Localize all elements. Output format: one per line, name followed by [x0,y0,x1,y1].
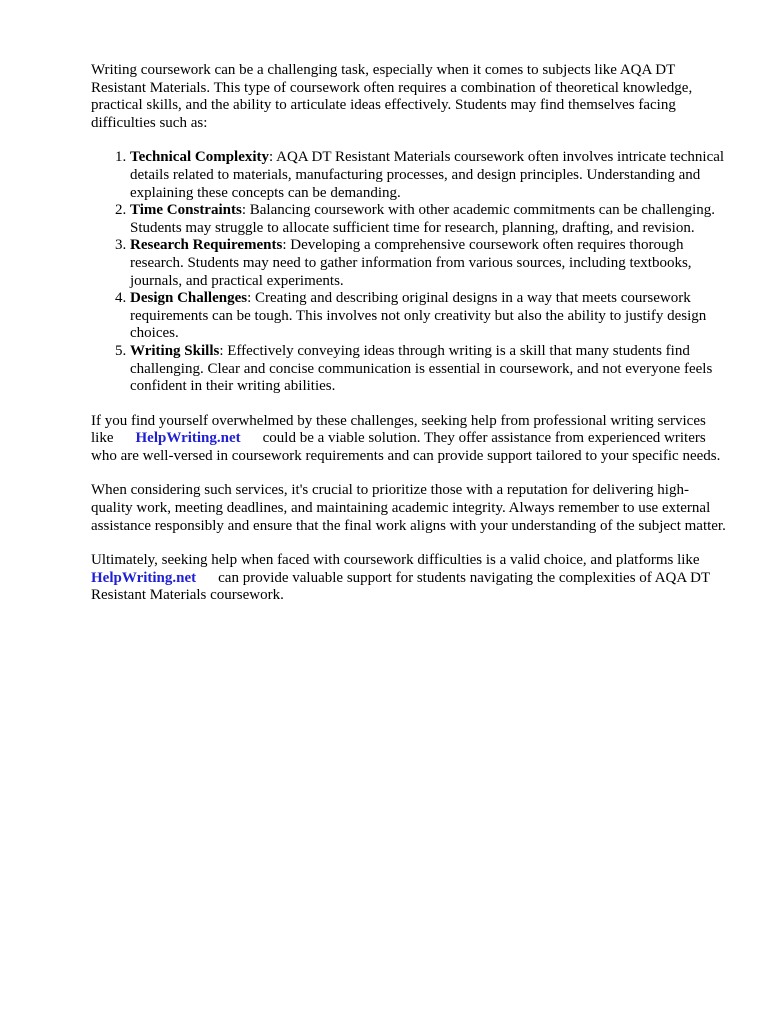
list-item-text: Effectively conveying ideas through writing is a skill that many students find challenging. Clear and concise communication is essential in coursework, and not everyone feels confident in their writing abilities. [130,342,713,395]
list-item [130,149,726,202]
conclusion-paragraph [91,552,726,605]
list-item-term: Design Challenges [130,290,248,307]
list-item-separator: : [247,290,252,307]
document-body [91,62,726,622]
list-item-text: Balancing coursework with other academic commitments can be challenging. Students may struggle to allocate sufficient time for research, planning, drafting, and revision. [130,202,715,236]
help-paragraph-text-before: If you find yourself overwhelmed by these challenges, seeking help from professional writing services like [91,412,706,447]
conclusion-text-before: Ultimately, seeking help when faced with coursework difficulties is a valid choice, and platforms like [91,552,700,569]
conclusion-text-after: can provide valuable support for students navigating the complexities of AQA DT Resistant Materials coursework. [91,569,710,604]
list-item [130,290,726,343]
list-item [130,237,726,290]
helpwriting-link[interactable]: HelpWriting.net [135,430,241,447]
difficulties-list [91,149,726,395]
list-item-text: Developing a comprehensive coursework often requires thorough research. Students may need to gather information from various sources, including textbooks, journals, and practical experiments. [130,237,692,289]
intro-paragraph: Writing coursework can be a challenging task, especially when it comes to subjects like AQA DT Resistant Materials. This type of coursework often requires a combination of theoretical knowledge, practical skills, and the ability to articulate ideas effectively. Students may find themselves facing difficulties such as: [91,62,693,131]
helpwriting-link[interactable]: HelpWriting.net [91,569,197,586]
list-item-text: Creating and describing original designs in a way that meets coursework requirements can be tough. This involves not only creativity but also the ability to justify design choices. [130,290,707,342]
list-item [130,202,726,237]
list-item-term: Technical Complexity [130,149,270,166]
considering-paragraph: When considering such services, it's crucial to prioritize those with a reputation for delivering high-quality work, meeting deadlines, and maintaining academic integrity. Always remember to use external assistance responsibly and ensure that the final work aligns with your understanding of the subject matter. [91,482,726,534]
list-item-term: Writing Skills [130,342,220,359]
list-item-separator: : [241,202,246,219]
list-item [130,343,726,396]
help-paragraph-text-after: could be a viable solution. They offer assistance from experienced writers who are well-versed in coursework requirements and can provide support tailored to your specific needs. [91,430,721,464]
list-item-separator: : [282,237,287,254]
list-item-separator: : [219,342,224,359]
list-item-term: Research Requirements [130,237,283,254]
list-item-text: AQA DT Resistant Materials coursework often involves intricate technical details related to materials, manufacturing processes, and design principles. Understanding and explaining these concepts can be demanding. [130,149,725,201]
help-paragraph [91,413,726,466]
list-item-separator: : [269,149,274,166]
list-item-term: Time Constraints [130,202,242,219]
